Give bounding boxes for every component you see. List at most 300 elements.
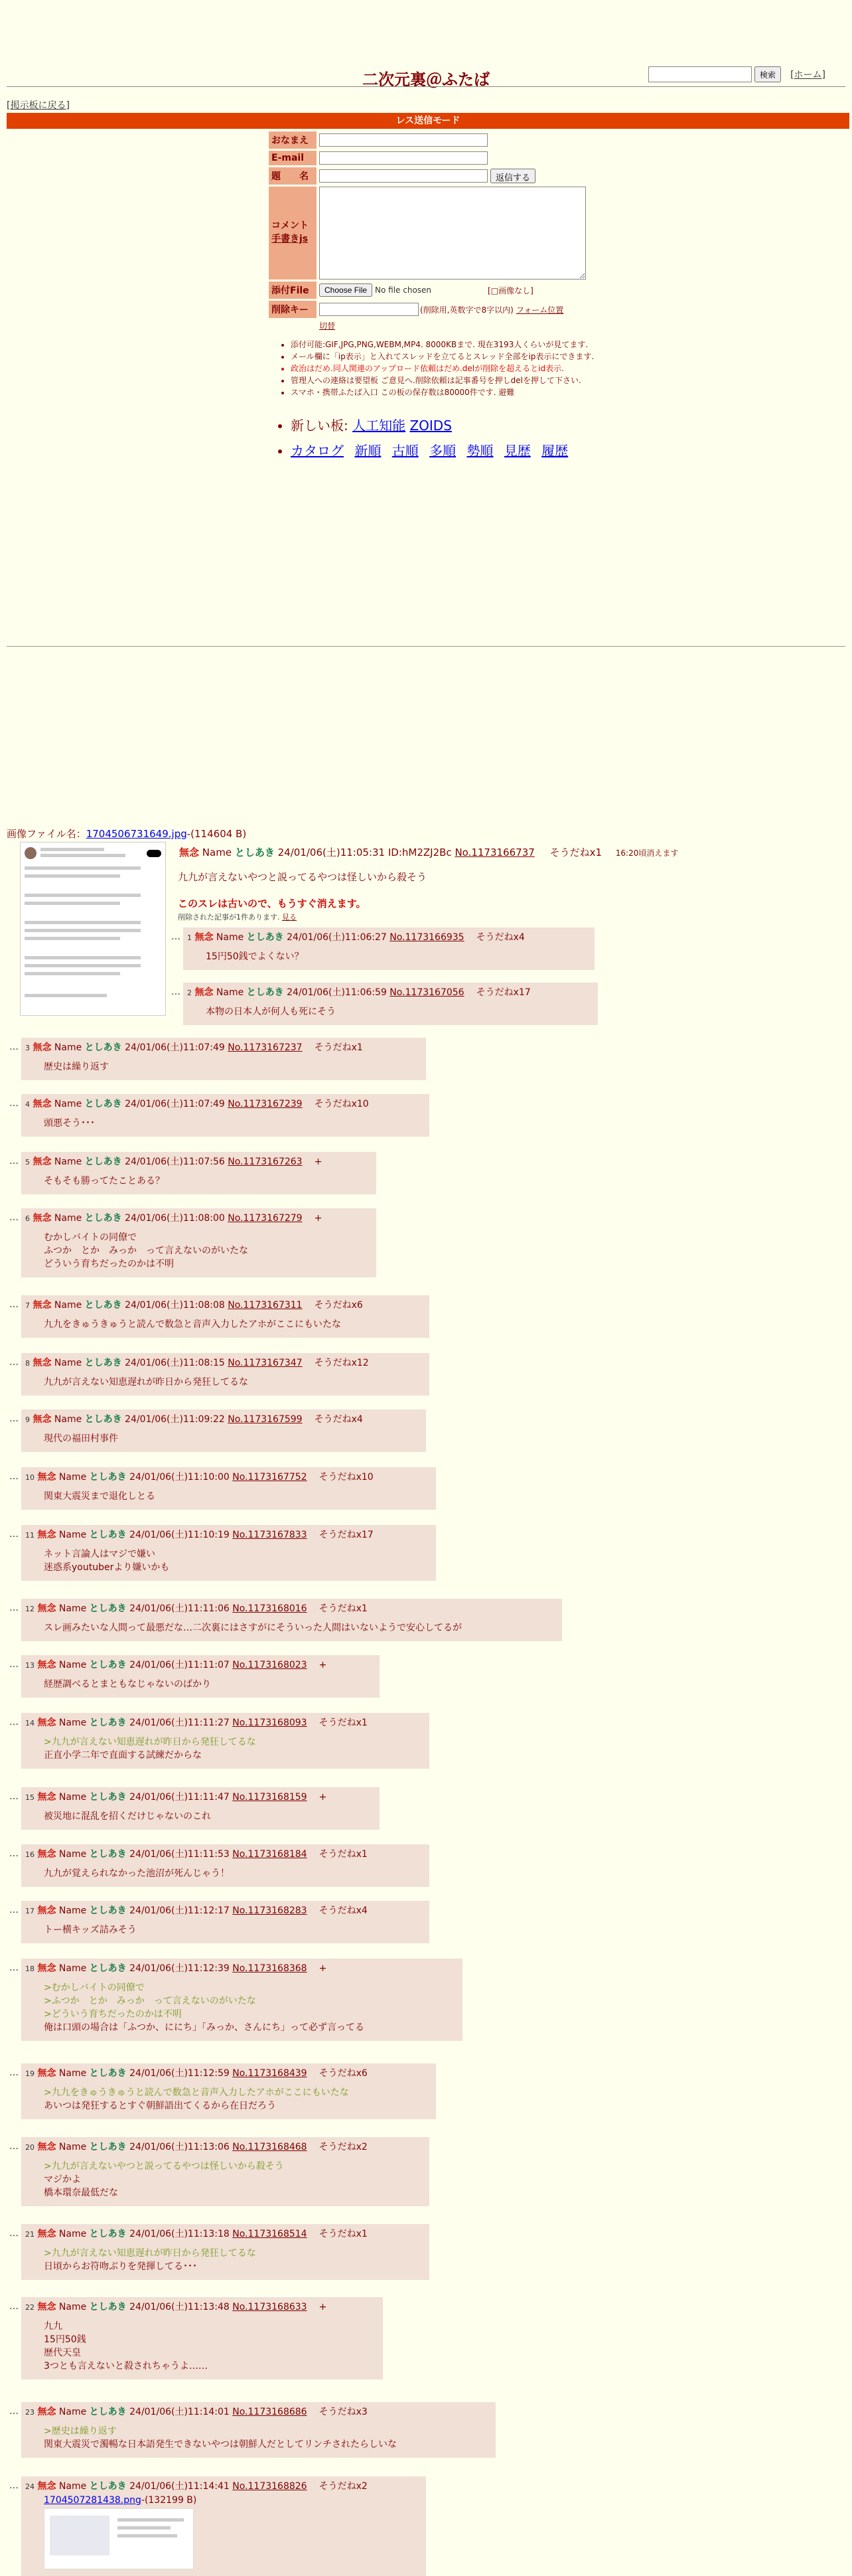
reply-index: 19 xyxy=(25,2069,35,2078)
reply-header xyxy=(25,1601,557,1615)
body-line: 九九が言えない知恵遅れが昨日から発狂してるな xyxy=(44,1377,248,1388)
reply-subject: 無念 xyxy=(37,2068,56,2079)
reply-subject: 無念 xyxy=(33,1414,52,1425)
reply-datetime: 24/01/06(土)11:11:53 xyxy=(129,1849,230,1860)
new-board-list xyxy=(279,415,452,434)
comment-label-cell xyxy=(269,187,317,280)
reply-sodane-button[interactable]: そうだねx10 xyxy=(314,1099,369,1109)
reply-body xyxy=(44,2425,490,2451)
reply-datetime: 24/01/06(土)11:12:59 xyxy=(129,2068,230,2079)
deleted-view-link[interactable]: 見る xyxy=(282,913,297,922)
reply-name: としあき xyxy=(84,1358,122,1368)
name-label: おなまえ xyxy=(269,131,317,149)
reply-body xyxy=(44,1621,557,1635)
reply-sodane-button[interactable]: そうだねx1 xyxy=(319,1603,368,1614)
reply-header xyxy=(25,1356,424,1369)
reply-indent-marker: … xyxy=(171,931,180,942)
subject-label: 題 名 xyxy=(269,167,317,185)
reply-sodane-button[interactable]: そうだねx4 xyxy=(314,1414,363,1425)
reply-index: 9 xyxy=(25,1415,30,1424)
reply-name-label: Name xyxy=(58,2407,87,2417)
delkey-label: 削除キー xyxy=(269,301,317,318)
reply-header xyxy=(25,1716,424,1729)
reply-post-number[interactable]: No.1173168283 xyxy=(232,1905,307,1916)
reply-box xyxy=(21,1038,426,1080)
reply-post xyxy=(9,2224,429,2280)
op-deleted-notice xyxy=(178,912,297,922)
reply-mode-bar: レス送信モード xyxy=(7,113,849,129)
reply-name-label: Name xyxy=(54,1157,82,1167)
reply-box xyxy=(21,2063,436,2119)
reply-post-number[interactable]: No.1173168686 xyxy=(232,2407,307,2417)
reply-sodane-button[interactable]: そうだねx6 xyxy=(314,1300,363,1311)
nav-history[interactable]: 履歴 xyxy=(541,443,569,459)
reply-index: 18 xyxy=(25,1965,35,1973)
subject-input[interactable] xyxy=(319,169,488,183)
reply-indent-marker: … xyxy=(9,2228,19,2239)
note-item: • 管理人への連絡は要望板 ご意見へ.削除依頼は記事番号を押しdelを押して下さい. xyxy=(291,374,662,386)
op-name: としあき xyxy=(234,846,275,858)
body-line: 正直小学二年で直面する試練だからな xyxy=(44,1750,202,1761)
reply-datetime: 24/01/06(土)11:08:15 xyxy=(125,1358,225,1368)
reply-datetime: 24/01/06(土)11:10:00 xyxy=(129,1472,230,1483)
reply-indent-marker: … xyxy=(171,987,180,997)
reply-post-number[interactable]: No.1173167239 xyxy=(228,1099,303,1109)
op-header xyxy=(179,845,678,859)
reply-name: としあき xyxy=(84,1300,122,1311)
reply-datetime: 24/01/06(土)11:13:06 xyxy=(129,2142,230,2152)
reply-post-number[interactable]: No.1173167599 xyxy=(228,1414,303,1425)
reply-name-label: Name xyxy=(58,1603,87,1614)
reply-datetime: 24/01/06(土)11:06:27 xyxy=(287,932,387,943)
reply-sodane-button[interactable]: そうだねx12 xyxy=(314,1358,369,1368)
reply-sodane-button[interactable]: そうだねx1 xyxy=(319,2229,368,2239)
nav-momentum[interactable]: 勢順 xyxy=(466,443,494,459)
reply-post xyxy=(171,983,598,1025)
reply-post-number[interactable]: No.1173168368 xyxy=(232,1963,307,1974)
reply-body xyxy=(44,2086,431,2113)
reply-datetime: 24/01/06(土)11:13:48 xyxy=(129,2302,230,2312)
reply-name-label: Name xyxy=(54,1213,82,1224)
reply-post xyxy=(9,1038,426,1080)
reply-index: 21 xyxy=(25,2230,35,2239)
reply-index: 2 xyxy=(187,989,192,997)
reply-sodane-button[interactable]: + xyxy=(314,1157,322,1167)
reply-sodane-button[interactable]: + xyxy=(319,2302,327,2312)
body-line: スレ画みたいな人間って最悪だな…二次裏にはさすがにそういった人間はいないようで安心してるが xyxy=(44,1623,462,1633)
delkey-input[interactable] xyxy=(319,303,419,316)
nav-viewed[interactable]: 見歴 xyxy=(504,443,531,459)
body-line: 橋本環奈最低だな xyxy=(44,2188,118,2198)
reply-index: 22 xyxy=(25,2303,35,2312)
reply-index: 7 xyxy=(25,1301,30,1310)
reply-datetime: 24/01/06(土)11:06:59 xyxy=(287,987,387,998)
header-divider xyxy=(7,86,845,87)
reply-body xyxy=(44,1376,424,1389)
reply-post xyxy=(9,2137,429,2206)
reply-name-label: Name xyxy=(58,1718,87,1728)
reply-sodane-button[interactable]: そうだねx17 xyxy=(476,987,531,998)
reply-header xyxy=(25,1903,424,1917)
reply-indent-marker: … xyxy=(9,1357,19,1368)
search-button[interactable]: 検索 xyxy=(754,66,781,82)
reply-name-label: Name xyxy=(54,1414,82,1425)
reply-header xyxy=(25,2227,424,2240)
reply-datetime: 24/01/06(土)11:14:41 xyxy=(129,2481,230,2492)
body-line: 関東大震災まで退化しとる xyxy=(44,1491,155,1502)
reply-name: としあき xyxy=(84,1213,122,1224)
reply-datetime: 24/01/06(土)11:14:01 xyxy=(129,2407,230,2417)
reply-name: としあき xyxy=(89,2229,127,2239)
op-image-link[interactable]: 1704506731649.jpg xyxy=(86,828,187,840)
reply-header xyxy=(25,2140,424,2153)
reply-indent-marker: … xyxy=(9,1905,19,1915)
reply-sodane-button[interactable]: そうだねx6 xyxy=(319,2068,368,2079)
reply-post xyxy=(9,2297,383,2379)
reply-post xyxy=(9,1901,429,1943)
reply-datetime: 24/01/06(土)11:07:49 xyxy=(125,1042,225,1053)
catalog-nav xyxy=(279,440,575,459)
reply-thumbnail[interactable] xyxy=(44,2508,194,2569)
email-label: E-mail xyxy=(269,151,317,165)
image-info-label: 画像ファイル名： xyxy=(7,828,86,840)
reply-name: としあき xyxy=(84,1414,122,1425)
reply-header xyxy=(25,1298,424,1311)
back-to-board-link[interactable]: [掲示板に戻る] xyxy=(7,100,70,111)
note-item: • メール欄に「ip表示」と入れてスレッドを立てるとスレッド全部をip表示にできます. xyxy=(291,351,662,362)
reply-name: としあき xyxy=(89,2068,127,2079)
op-image-size: -(114604 B) xyxy=(186,828,247,840)
reply-box xyxy=(183,927,595,970)
reply-box xyxy=(21,1295,429,1338)
reply-body xyxy=(44,1318,424,1331)
reply-name: としあき xyxy=(89,2407,127,2417)
deleted-text: 削除された記事が1件あります. xyxy=(178,913,280,922)
reply-name: としあき xyxy=(89,2142,127,2152)
reply-post xyxy=(171,927,595,970)
reply-sodane-button[interactable]: + xyxy=(314,1213,322,1224)
reply-header xyxy=(25,1658,374,1671)
reply-name-label: Name xyxy=(54,1042,82,1053)
reply-post xyxy=(9,1409,426,1452)
reply-post-number[interactable]: No.1173167347 xyxy=(228,1358,303,1368)
no-image-checkbox[interactable]: [□画像なし] xyxy=(488,285,533,295)
reply-post-number[interactable]: No.1173168184 xyxy=(232,1849,307,1860)
reply-datetime: 24/01/06(土)11:10:19 xyxy=(129,1530,230,1540)
choose-file-button[interactable]: Choose File xyxy=(319,283,372,297)
body-line: 歴史は繰り返す xyxy=(44,1062,109,1072)
form-position-link[interactable]: フォーム位置 xyxy=(516,305,564,315)
reply-post-number[interactable]: No.1173168023 xyxy=(232,1660,307,1670)
reply-subject: 無念 xyxy=(37,1530,56,1540)
home-link[interactable]: [ホーム] xyxy=(790,70,825,80)
new-board-link-ai[interactable]: 人工知能 xyxy=(352,418,406,434)
reply-name-label: Name xyxy=(58,2142,87,2152)
quote-line: >むかしバイトの同僚で xyxy=(44,1982,145,1993)
reply-box xyxy=(21,1409,426,1452)
reply-post-number[interactable]: No.1173166935 xyxy=(390,932,464,943)
reply-post-number[interactable]: No.1173168826 xyxy=(232,2481,307,2492)
nav-catalog[interactable]: カタログ xyxy=(291,443,344,459)
reply-body xyxy=(44,1981,457,2034)
reply-name-label: Name xyxy=(58,2302,87,2312)
reply-box xyxy=(21,2137,429,2206)
reply-post xyxy=(9,1353,429,1396)
reply-post-number[interactable]: No.1173167263 xyxy=(228,1157,303,1167)
reply-name-label: Name xyxy=(58,2229,87,2239)
site-title: 二次元裏＠ふたば xyxy=(362,70,490,89)
reply-post-number[interactable]: No.1173167056 xyxy=(390,987,464,998)
reply-index: 8 xyxy=(25,1359,30,1368)
reply-indent-marker: … xyxy=(9,1848,19,1859)
reply-name: としあき xyxy=(84,1042,122,1053)
op-name-label: Name xyxy=(202,846,232,858)
reply-name-label: Name xyxy=(58,2068,87,2079)
reply-subject: 無念 xyxy=(33,1300,52,1311)
reply-post xyxy=(9,1467,436,1510)
reply-post xyxy=(9,1655,380,1698)
reply-body xyxy=(44,2160,424,2200)
submit-reply-button[interactable]: 返信する xyxy=(490,169,535,183)
note-item: • スマホ・携帯ふたば入口 この板の保存数は80000件です. 避難 xyxy=(291,386,662,398)
reply-box xyxy=(21,1353,429,1396)
op-expire-time: 16:20頃消えます xyxy=(615,848,679,858)
reply-subject: 無念 xyxy=(37,1660,56,1670)
body-line: マジかよ xyxy=(44,2174,81,2185)
reply-name: としあき xyxy=(89,1905,127,1916)
reply-indent-marker: … xyxy=(9,1963,19,1973)
reply-post xyxy=(9,1208,376,1277)
reply-sodane-button[interactable]: そうだねx4 xyxy=(319,1905,368,1916)
body-line: むかしバイトの同僚で xyxy=(44,1232,137,1243)
reply-post-number[interactable]: No.1173168439 xyxy=(232,2068,307,2079)
reply-subject: 無念 xyxy=(37,2407,56,2417)
reply-indent-marker: … xyxy=(9,1471,19,1482)
reply-post-number[interactable]: No.1173168468 xyxy=(232,2142,307,2152)
email-input[interactable] xyxy=(319,151,488,165)
reply-datetime: 24/01/06(土)11:12:39 xyxy=(129,1963,230,1974)
body-line: 九九をきゅうきゅうと読んで数急と音声入力したアホがここにもいたな xyxy=(44,1319,341,1330)
body-line: 九九が覚えられなかった池沼が死んじゃう！ xyxy=(44,1868,230,1879)
reply-datetime: 24/01/06(土)11:09:22 xyxy=(125,1414,225,1425)
op-datetime: 24/01/06(土)11:05:31 ID:hM2ZJ2Bc xyxy=(277,846,452,858)
reply-subject: 無念 xyxy=(37,1792,56,1803)
reply-subject: 無念 xyxy=(37,1849,56,1860)
reply-index: 6 xyxy=(25,1214,30,1223)
reply-indent-marker: … xyxy=(9,1791,19,1802)
reply-sodane-button[interactable]: + xyxy=(319,1792,327,1803)
reply-name-label: Name xyxy=(58,1472,87,1483)
reply-box xyxy=(21,1467,436,1510)
comment-label: コメント xyxy=(271,220,309,231)
reply-header xyxy=(25,2405,490,2418)
reply-subject: 無念 xyxy=(37,2142,56,2152)
reply-box xyxy=(183,983,598,1025)
reply-subject: 無念 xyxy=(37,1905,56,1916)
reply-indent-marker: … xyxy=(9,1212,19,1223)
reply-post xyxy=(9,2402,496,2458)
body-line: 3つとも言えないと殺されちゃうよ…… xyxy=(44,2361,208,2372)
reply-indent-marker: … xyxy=(9,1098,19,1109)
reply-box xyxy=(21,1599,562,1641)
reply-indent-marker: … xyxy=(9,2480,19,2491)
reply-name: としあき xyxy=(84,1099,122,1109)
reply-post-number[interactable]: No.1173167752 xyxy=(232,1472,307,1483)
reply-sodane-button[interactable]: そうだねx10 xyxy=(319,1472,374,1483)
reply-header xyxy=(25,1040,421,1054)
reply-indent-marker: … xyxy=(9,1659,19,1670)
reply-post xyxy=(9,1713,429,1769)
reply-box xyxy=(21,2402,496,2458)
reply-index: 16 xyxy=(25,1850,35,1859)
reply-header xyxy=(25,2066,431,2079)
delkey-note: (削除用,英数字で8字以内) xyxy=(420,305,514,315)
reply-post-number[interactable]: No.1173168093 xyxy=(232,1718,307,1728)
body-line: 被災地に混乱を招くだけじゃないのこれ xyxy=(44,1811,211,1822)
reply-post xyxy=(9,1787,380,1830)
reply-body xyxy=(44,2320,378,2373)
quote-line: >ふつか とか みっか って言えないのがいたな xyxy=(44,1996,256,2006)
name-input[interactable] xyxy=(319,133,488,147)
reply-datetime: 24/01/06(土)11:07:56 xyxy=(125,1157,225,1167)
reply-header xyxy=(25,2300,378,2313)
op-post-number[interactable]: No.1173166737 xyxy=(455,846,535,858)
reply-datetime: 24/01/06(土)11:08:00 xyxy=(125,1213,225,1224)
reply-index: 24 xyxy=(25,2482,35,2491)
reply-header xyxy=(25,1961,457,1974)
reply-name-label: Name xyxy=(54,1300,82,1311)
reply-header xyxy=(25,1211,371,1224)
reply-box xyxy=(21,1208,376,1277)
quote-line: >九九が言えない知恵遅れが昨日から発狂してるな xyxy=(44,1737,256,1747)
reply-post xyxy=(9,1844,429,1887)
new-board-link-zoids[interactable]: ZOIDS xyxy=(409,418,452,434)
reply-box xyxy=(21,1094,429,1137)
handwriting-link[interactable]: 手書きjs xyxy=(271,234,309,244)
body-line: 頭悪そう･･･ xyxy=(44,1118,95,1129)
reply-body xyxy=(44,1060,421,1074)
reply-sodane-button[interactable]: そうだねx2 xyxy=(319,2142,368,2152)
reply-indent-marker: … xyxy=(9,1042,19,1052)
reply-subject: 無念 xyxy=(33,1157,52,1167)
nav-oldest[interactable]: 古順 xyxy=(391,443,419,459)
quote-line: >九九が言えないやつと説ってるやつは怪しいから殺そう xyxy=(44,2161,284,2172)
reply-subject: 無念 xyxy=(37,2481,56,2492)
reply-name-label: Name xyxy=(54,1099,82,1109)
body-line: 俺は口頭の場合は「ふつか、ににち」「みっか、さんにち」って必ず言ってる xyxy=(44,2022,364,2033)
reply-subject: 無念 xyxy=(37,1603,56,1614)
reply-datetime: 24/01/06(土)11:08:08 xyxy=(125,1300,225,1311)
reply-header xyxy=(187,985,593,999)
op-thumbnail[interactable] xyxy=(20,842,166,1016)
reply-body xyxy=(44,2247,424,2273)
reply-index: 13 xyxy=(25,1661,35,1670)
reply-post-number[interactable]: No.1173168514 xyxy=(232,2229,307,2239)
reply-sodane-button[interactable]: そうだねx4 xyxy=(476,932,525,943)
reply-sodane-button[interactable]: そうだねx3 xyxy=(319,2407,368,2417)
op-body: 九九が言えないやつと説ってるやつは怪しいから殺そう xyxy=(178,871,427,883)
reply-index: 23 xyxy=(25,2408,35,2417)
op-sodane-button[interactable]: そうだねx1 xyxy=(549,846,602,858)
reply-header xyxy=(25,1847,424,1860)
reply-sodane-button[interactable]: そうだねx17 xyxy=(319,1530,374,1540)
reply-indent-marker: … xyxy=(9,1156,19,1167)
reply-body xyxy=(44,1231,371,1271)
reply-name: としあき xyxy=(89,1660,127,1670)
reply-sodane-button[interactable]: + xyxy=(319,1963,327,1974)
reply-body xyxy=(44,1867,424,1880)
reply-post-number[interactable]: No.1173167833 xyxy=(232,1530,307,1540)
file-label: 添付File xyxy=(269,282,317,299)
reply-image-link[interactable]: 1704507281438.png xyxy=(44,2495,141,2506)
reply-datetime: 24/01/06(土)11:07:49 xyxy=(125,1099,225,1109)
reply-image-info xyxy=(44,2495,421,2506)
nav-most-replies[interactable]: 多順 xyxy=(429,443,457,459)
body-line: 15円50銭 xyxy=(44,2334,86,2345)
reply-sodane-button[interactable]: そうだねx1 xyxy=(314,1042,363,1053)
reply-name: としあき xyxy=(89,1963,127,1974)
reply-index: 10 xyxy=(25,1473,35,1482)
reply-post xyxy=(9,1525,436,1581)
reply-sodane-button[interactable]: そうだねx1 xyxy=(319,1718,368,1728)
reply-box xyxy=(21,2476,426,2576)
reply-name: としあき xyxy=(89,2302,127,2312)
reply-name: としあき xyxy=(89,1472,127,1483)
body-line: 迷惑系youtuberより嫌いかも xyxy=(44,1562,170,1573)
reply-box xyxy=(21,2224,429,2280)
reply-index: 3 xyxy=(25,1044,30,1052)
reply-index: 1 xyxy=(187,933,192,942)
reply-subject: 無念 xyxy=(33,1213,52,1224)
reply-body xyxy=(44,1810,374,1823)
reply-post-number[interactable]: No.1173168159 xyxy=(232,1792,307,1803)
reply-post-number[interactable]: No.1173167311 xyxy=(228,1300,303,1311)
reply-header xyxy=(187,930,589,943)
reply-sodane-button[interactable]: そうだねx2 xyxy=(319,2481,368,2492)
body-line: ネット言論人はマジで嫌い xyxy=(44,1549,155,1560)
reply-datetime: 24/01/06(土)11:13:18 xyxy=(129,2229,230,2239)
nav-newest[interactable]: 新順 xyxy=(354,443,382,459)
reply-header xyxy=(25,1097,424,1110)
reply-header xyxy=(25,1528,431,1541)
reply-post-number[interactable]: No.1173167237 xyxy=(228,1042,303,1053)
reply-indent-marker: … xyxy=(9,1413,19,1424)
new-board-label: 新しい板: xyxy=(291,418,348,434)
reply-post-number[interactable]: No.1173168633 xyxy=(232,2302,307,2312)
reply-sodane-button[interactable]: + xyxy=(319,1660,327,1670)
reply-box xyxy=(21,1152,376,1194)
reply-index: 15 xyxy=(25,1793,35,1802)
reply-post-number[interactable]: No.1173167279 xyxy=(228,1213,303,1224)
reply-box xyxy=(21,2297,383,2379)
reply-index: 4 xyxy=(25,1100,30,1109)
reply-box xyxy=(21,1844,429,1887)
reply-index: 14 xyxy=(25,1719,35,1728)
reply-subject: 無念 xyxy=(37,1472,56,1483)
reply-indent-marker: … xyxy=(9,1603,19,1613)
reply-post-number[interactable]: No.1173168016 xyxy=(232,1603,307,1614)
comment-textarea[interactable] xyxy=(319,187,586,280)
form-toggle-link[interactable]: 切替 xyxy=(319,321,336,331)
reply-header xyxy=(25,1470,431,1483)
reply-header xyxy=(25,1412,421,1425)
reply-header xyxy=(25,1790,374,1803)
reply-sodane-button[interactable]: そうだねx1 xyxy=(319,1849,368,1860)
reply-subject: 無念 xyxy=(194,987,214,998)
reply-name-label: Name xyxy=(58,1530,87,1540)
reply-datetime: 24/01/06(土)11:11:27 xyxy=(129,1718,230,1728)
body-line: 九九 xyxy=(44,2321,62,2332)
